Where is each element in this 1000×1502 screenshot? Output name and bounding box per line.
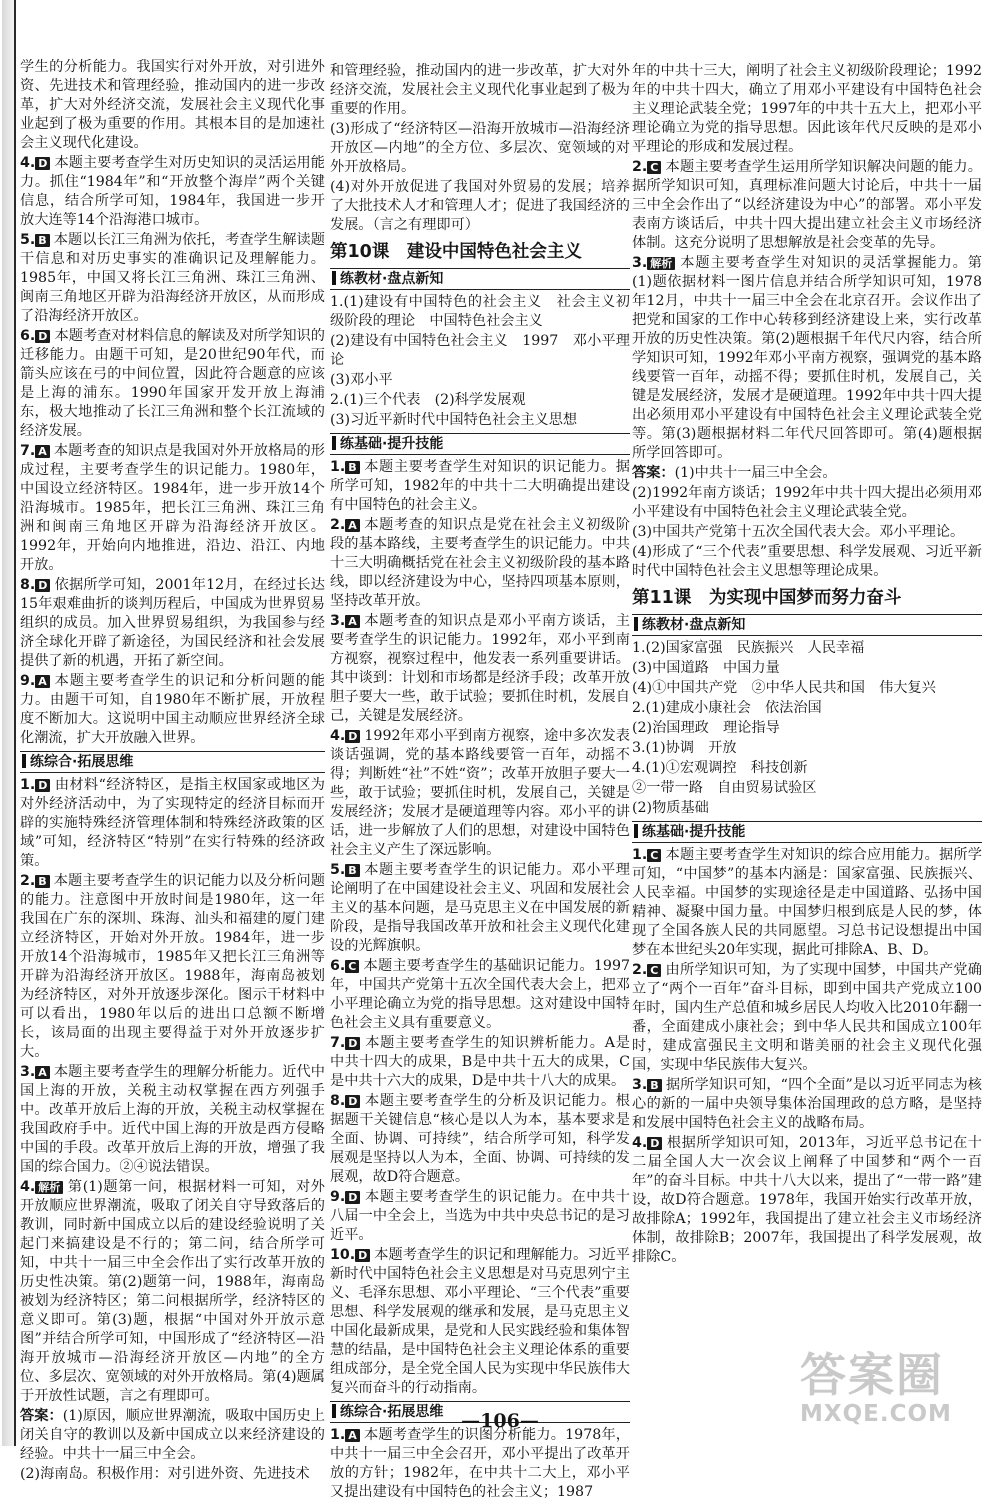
question-number: 1. [330,459,346,475]
question-number: 4. [20,155,36,171]
question-number: 4. [632,1135,648,1151]
text-paragraph: 和管理经验，推动国内的进一步改革，扩大对外经济交流，发展社会主义现代化事业起到了极为重要的作用。 [330,63,630,117]
question-answer-item [330,861,630,956]
text-paragraph: (3)中国共产党第十五次全国代表大会。邓小平理论。 [632,524,965,540]
section-marker-icon [634,824,638,838]
text-paragraph: 1.(2)国家富强 民族振兴 人民幸福 [632,640,865,656]
answer-choice-badge: D [355,1249,370,1262]
page-number: —106— [461,1410,539,1432]
question-number: 2. [632,159,648,175]
answer-choice-badge: B [647,1079,661,1092]
watermark-text: 答案圈 [800,1348,944,1402]
answer-choice-badge: B [345,864,359,877]
question-number: 1. [632,847,648,863]
text-paragraph: (3)中国道路 中国力量 [632,660,780,676]
section-header [330,433,630,455]
column-left [20,58,325,1482]
text-paragraph: 2.(1)三个代表 (2)科学发展观 [330,392,526,408]
question-number: 7. [20,443,36,459]
text-paragraph: 1.(1)建设有中国特色的社会主义 社会主义初级阶段的理论 中国特色社会主义 [330,294,630,329]
question-number: 2. [632,962,648,978]
explanation-text: 本题主要考查学生的理解分析能力。近代中国上海的开放，关税主动权掌握在西方列强手中。改革开放后上海的开放，关税主动权掌握在我国政府手中。近代中国上海的开放是西方侵略中国的手段。改革开放后上海的开放，增强了我国的综合国力。②④说法错误。 [20,1064,325,1175]
answer-choice-badge: C [647,964,661,977]
explanation-text: 本题主要考查学生的基础识记能力。1997年，中国共产党第十五次全国代表大会上，把邓小平理论确立为党的指导思想。这对建设中国特色社会主义具有重要意义。 [330,958,630,1031]
explanation-text: 本题主要考查学生对历史知识的灵活运用能力。抓住“1984年”和“开放整个海岸”两个关键信息，结合所学可知，1984年，我国进一步开放大连等14个沿海港口城市。 [20,155,325,228]
question-number: 1. [20,777,36,793]
text-paragraph: (3)邓小平 [330,372,393,388]
question-answer-item [330,458,630,515]
explanation-text: 1992年邓小平到南方视察，途中多次发表谈话强调，党的基本路线要管一百年，动摇不得；判断姓“社”不姓“资”；改革开放胆子要大一些，敢于试验；要抓住时机，发展自己，关键是发展经济；发展才是硬道理等内容。邓小平的讲话，进一步解放了人们的思想，对建设中国特色社会主义产生了深远影响。 [330,728,630,858]
text-paragraph: (4)对外开放促进了我国对外贸易的发展；培养了大批技术人才和管理人才；促进了我国经济的发展。（言之有理即可） [330,179,630,233]
question-number: 9. [330,1189,346,1205]
question-answer-item [632,1134,982,1267]
explanation-text: 本题主要考查学生对知识的识记能力。据所学可知，1982年的中共十二大明确提出建设有中国特色的社会主义。 [330,459,630,513]
question-number: 5. [330,862,346,878]
text-paragraph: 年的中共十三大，阐明了社会主义初级阶段理论；1992年的中共十四大，确立了用邓小平建设有中国特色社会主义理论武装全党；1997年的中共十五大上，把邓小平理论确立为党的指导思想。因此该年代尺反映的是邓小平理论的形成和发展过程。 [632,63,982,155]
text-paragraph: ②一带一路 自由贸易试验区 [632,780,817,796]
explanation-text: 本题以长江三角洲为依托，考查学生解读题干信息和对历史事实的准确识记及理解能力。1985年，中国又将长江三角洲、珠江三角洲、闽南三角地区开辟为沿海经济开放区，从而形成了沿海经济开放区。 [20,232,325,324]
answer-choice-badge: C [647,161,661,174]
answer-choice-badge: D [35,579,50,592]
text-paragraph: 4.(1)①宏观调控 科技创新 [632,760,808,776]
answer-choice-badge: D [345,1037,360,1050]
question-answer-item [330,516,630,611]
question-answer-item [330,1426,630,1502]
question-number: 4. [20,1179,36,1195]
question-answer-item [20,872,325,1062]
text-paragraph: 学生的分析能力。我国实行对外开放，对引进外资、先进技术和管理经验，推动国内的进一步改革，扩大对外经济交流，发展社会主义现代化事业起到了极为重要的作用。其根本目的是加速社会主义现代化建设。 [20,59,325,151]
text-paragraph: (2)治国理政 理论指导 [632,720,780,736]
answer-choice-badge: A [345,1429,360,1442]
answer-choice-badge: D [35,157,50,170]
question-number: 3. [632,255,648,271]
section-marker-icon [22,754,26,768]
column-right [632,62,982,1408]
answer-choice-badge: A [35,445,50,458]
question-answer-item [632,961,982,1075]
text-paragraph: (3)习近平新时代中国特色社会主义思想 [330,412,578,428]
question-answer-item [330,727,630,860]
answer-choice-badge: D [35,779,50,792]
explanation-text: 本题主要考查学生运用所学知识解决问题的能力。据所学知识可知，真理标准问题大讨论后，中共十一届三中全会作出了“以经济建设为中心”的部署。邓小平发表南方谈话后，中共十四大提出建立社会主义市场经济体制。这充分说明了思想解放是社会变革的先导。 [632,159,982,251]
watermark-domain: MXQE.COM [800,1401,952,1427]
question-answer-item [20,672,325,748]
explanation-text: 第(1)题第一问，根据材料一可知，对外开放顺应世界潮流，吸取了闭关自守导致落后的教训，同时新中国成立以后的建设经验说明了关起门来搞建设是不行的；第二问，结合所学可知，中共十一届三中全会作出了实行改革开放的历史性决策。第(2)题第一问，1988年，海南岛被划为经济特区；第二问根据所学，经济特区的意义即可。第(3)题，根据“中国对外开放示意图”并结合所学可知，中国形成了“经济特区—沿海开放城市—沿海经济开放区—内地”的全方位、多层次、宽领域的对外开放格局。第(4)题属于开放性试题，言之有理即可。 [20,1179,325,1404]
question-number: 6. [20,328,36,344]
question-number: 3. [20,1064,36,1080]
answer-choice-badge: B [35,875,49,888]
explanation-text: 本题主要考查学生的分析及识记能力。根据题干关键信息“核心是以人为本，基本要求是全面、协调、可持续”，结合所学可知，科学发展观是坚持以人为本，全面、协调、可持续的发展观，故D符合题意。 [330,1093,630,1185]
answer-choice-badge: D [647,1137,662,1150]
text-paragraph: (4)形成了“三个代表”重要思想、科学发展观、习近平新时代中国特色社会主义思想等理论成果。 [632,544,982,579]
question-answer-item [20,231,325,326]
answer-choice-badge: A [35,675,50,688]
question-number: 8. [330,1093,346,1109]
lesson-title: 第11课 为实现中国梦而努力奋斗 [632,588,902,608]
question-number: 5. [20,232,36,248]
answer-choice-badge: D [35,330,50,343]
explanation-text: 依据所学可知，2001年12月，在经过长达15年艰难曲折的谈判历程后，中国成为世界贸易组织的成员。加入世界贸易组织，为我国参与经济全球化开辟了新途径，为国民经济和社会发展提供了新的机遇，开拓了新空间。 [20,577,325,669]
section-title: 练教材·盘点新知 [642,617,746,633]
section-title: 练基础·提升技能 [642,824,746,840]
question-answer-item [632,846,982,960]
answer-choice-badge: D [345,1095,360,1108]
text-paragraph: (2)海南岛。积极作用：对引进外资、先进技术 [20,1466,310,1482]
explanation-text: 由材料“经济特区，是指主权国家或地区为对外经济活动中，为了实现特定的经济目标而开辟的实施特殊经济管理体制和特殊经济政策的区域”可知，经济特区“特别”在实行特殊的经济政策。 [20,777,325,869]
section-header [632,614,982,636]
section-header [632,821,982,843]
question-number: 7. [330,1035,346,1051]
answer-choice-badge: B [35,234,49,247]
answer-label: 答案： [632,465,675,481]
answer-choice-badge: B [345,461,359,474]
explanation-text: 据所学知识可知，“四个全面”是以习近平同志为核心的新的一届中央领导集体治国理政的总方略，是坚持和发展中国特色社会主义的战略布局。 [632,1077,982,1131]
explanation-text: 本题主要考查学生对知识的灵活掌握能力。第(1)题依据材料一图片信息并结合所学知识可知，1978年12月，中共十一届三中全会在北京召开。会议作出了把党和国家的工作中心转移到经济建设上来，实行改革开放的历史性决策。第(2)题根据千年代尺内容，结合所学知识可知，1992年邓小平南方视察，强调党的基本路线要管一百年，动摇不得；要抓住时机，发展自己，关键是发展经济，发展才是硬道理。1992年中共十四大提出必须用邓小平建设有中国特色社会主义理论武装全党等。第(3)题根据材料二年代尺回答即可。第(4)题根据所学回答即可。 [632,255,982,461]
answer-choice-badge: 解析 [647,257,675,270]
section-title: 练综合·拓展思维 [30,754,134,770]
explanation-text: 本题考查的知识点是党在社会主义初级阶段的基本路线，主要考查学生的识记能力。中共十三大明确概括党在社会主义初级阶段的基本路线，即以经济建设为中心，坚持四项基本原则，坚持改革开放。 [330,517,630,609]
question-answer-item [330,1188,630,1245]
section-header [20,751,325,773]
text-paragraph: 2.(1)建成小康社会 依法治国 [632,700,822,716]
answer-choice-badge: C [345,960,359,973]
answer-choice-badge: A [345,615,360,628]
question-number: 3. [632,1077,648,1093]
text-paragraph: 3.(1)协调 开放 [632,740,737,756]
lesson-title: 第10课 建设中国特色社会主义 [330,242,582,262]
explanation-text: 本题考查学生的识图分析能力。1978年，中共十一届三中全会召开，邓小平提出了改革开放的方针；1982年，在中共十二大上，邓小平又提出建设有中国特色的社会主义；1987 [330,1427,630,1500]
text-paragraph: (2)建设有中国特色社会主义 1997 邓小平理论 [330,333,630,368]
question-answer-item [330,957,630,1033]
text-paragraph: (3)形成了“经济特区—沿海开放城市—沿海经济开放区—内地”的全方位、多层次、宽领域的对外开放格局。 [330,121,630,175]
answer-choice-badge: A [35,1066,50,1079]
explanation-text: 本题主要考查学生的识记能力。邓小平理论阐明了在中国建设社会主义、巩固和发展社会主义的基本问题，是马克思主义在中国发展的新阶段，是指导我国改革开放和社会主义现代化建设的光辉旗帜。 [330,862,630,954]
question-answer-item [20,776,325,871]
question-answer-item [632,1076,982,1133]
question-answer-item [632,254,982,463]
question-answer-item [330,1034,630,1091]
section-title: 练基础·提升技能 [340,436,444,452]
question-answer-item [632,158,982,253]
answer-label: 答案： [20,1408,63,1424]
explanation-text: 本题考查的知识点是我国对外开放格局的形成过程，主要考查学生的识记能力。1980年，中国设立经济特区。1984年，进一步开放14个沿海城市。1985年，把长江三角洲、珠江三角洲和闽南三角地区开辟为沿海经济开放区。1992年，开始向内地推进，沿边、沿江、内地开放。 [20,443,325,573]
explanation-text: 本题主要考查学生的识记能力。在中共十八届一中全会上，当选为中共中央总书记的是习近平。 [330,1189,630,1243]
answer-choice-badge: D [345,1191,360,1204]
explanation-text: 由所学知识可知，为了实现中国梦，中国共产党确立了“两个一百年”奋斗目标，即到中国共产党成立100年时，国内生产总值和城乡居民人均收入比2010年翻一番，全面建成小康社会；到中华人民共和国成立100年时，建成富强民主文明和谐美丽的社会主义现代化强国，实现中华民族伟大复兴。 [632,962,982,1073]
text-paragraph: (2)1992年南方谈话；1992年中共十四大提出必须用邓小平建设有中国特色社会主义理论武装全党。 [632,485,982,520]
explanation-text: 本题主要考查学生对知识的综合应用能力。据所学可知，“中国梦”的基本内涵是：国家富强、民族振兴、人民幸福。中国梦的实现途径是走中国道路、弘扬中国精神、凝聚中国力量。中国梦归根到底是人民的梦，体现了全国各族人民的共同愿望。习总书记设想提出中国梦在本世纪头20年实现，据此可排除A、B、D。 [632,847,982,958]
answer-text: (1)原因，顺应世界潮流，吸取中国历史上闭关自守的教训以及新中国成立以来经济建设的经验。中共十一届三中全会。 [20,1408,325,1462]
question-number: 6. [330,958,346,974]
text-paragraph: (2)物质基础 [632,800,709,816]
question-number: 1. [330,1427,346,1443]
site-watermark-logo [800,1350,995,1442]
question-answer-item [20,327,325,441]
answer-choice-badge: D [345,730,360,743]
section-title: 练教材·盘点新知 [340,271,444,287]
question-answer-item [20,442,325,575]
question-number: 10. [330,1247,356,1263]
question-answer-item [20,1178,325,1406]
section-title: 练综合·拓展思维 [340,1404,444,1420]
question-answer-item [20,1063,325,1177]
question-number: 9. [20,673,36,689]
question-number: 8. [20,577,36,593]
explanation-text: 本题考查学生的识记和理解能力。习近平新时代中国特色社会主义思想是对马克思列宁主义、毛泽东思想、邓小平理论、“三个代表”重要思想、科学发展观的继承和发展，是马克思主义中国化最新成果，是党和人民实践经验和集体智慧的结晶，是中国特色社会主义理论体系的重要组成部分，是全党全国人民为实现中华民族伟大复兴而奋斗的行动指南。 [330,1247,630,1396]
section-marker-icon [634,617,638,631]
question-answer-item [20,154,325,230]
answer-choice-badge: C [647,849,661,862]
answer-choice-badge: A [345,519,360,532]
explanation-text: 本题主要考查学生的识记和分析问题的能力。由题干可知，自1980年不断扩展，开放程度不断加大。这说明中国主动顺应世界经济全球化潮流，扩大开放融入世界。 [20,673,325,746]
question-number: 3. [330,613,346,629]
explanation-text: 本题考查对材料信息的解读及对所学知识的迁移能力。由题干可知，是20世纪90年代，而箭头应该在弓的中间位置，因此符合题意的应该是上海的浦东。1990年国家开发开放上海浦东，极大地推动了长江三角洲和整个长江流域的经济发展。 [20,328,325,439]
text-paragraph: (4)①中国共产党 ②中华人民共和国 伟大复兴 [632,680,936,696]
explanation-text: 本题考查的知识点是邓小平南方谈话，主要考查学生的识记能力。1992年，邓小平到南方视察，视察过程中，他发表一系列重要讲话。其中谈到：计划和市场都是经济手段；改革开放胆子要大一些，敢于试验；要抓住时机，发展自己，关键是发展经济。 [330,613,630,724]
question-answer-item [20,576,325,671]
explanation-text: 本题主要考查学生的识记能力以及分析问题的能力。注意图中开放时间是1980年，这一年我国在广东的深圳、珠海、汕头和福建的厦门建立经济特区，开始对外开放。1984年，进一步开放14个沿海城市，1985年又把长江三角洲等开辟为沿海经济开放区。1988年，海南岛被划为经济特区，对外开放逐步深化。图示干材料中可以看出，1980年以后的进出口总额不断增长，该局面的出现主要得益于对外开放逐步扩大。 [20,873,325,1060]
question-answer-item [330,1092,630,1187]
section-marker-icon [332,271,336,285]
answer-text: (1)中共十一届三中全会。 [674,465,837,481]
answer-choice-badge: 解析 [35,1181,63,1194]
binding-spine [2,0,16,1446]
explanation-text: 本题主要考查学生的知识辨析能力。A是中共十四大的成果，B是中共十五大的成果，C是中共十六大的成果，D是中共十八大的成果。 [330,1035,630,1089]
question-number: 2. [20,873,36,889]
section-header [330,268,630,290]
question-answer-item [330,1246,630,1398]
section-marker-icon [332,436,336,450]
answer-block [632,464,982,483]
question-answer-item [330,612,630,726]
question-number: 2. [330,517,346,533]
question-number: 4. [330,728,346,744]
explanation-text: 根据所学知识可知，2013年，习近平总书记在十二届全国人大一次会议上阐释了中国梦和“两个一百年”的奋斗目标。中共十八大以来，提出了“一带一路”建设，故D符合题意。1978年，我国开始实行改革开放，故排除A；1992年，我国提出了建立社会主义市场经济体制，故排除B；2007年，我国提出了科学发展观，故排除C。 [632,1135,982,1265]
